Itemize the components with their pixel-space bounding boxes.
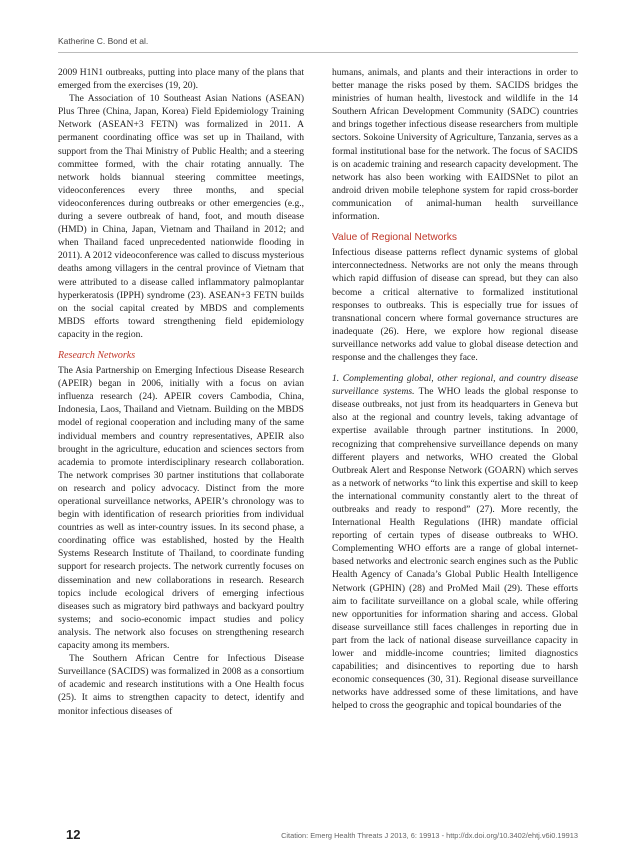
section-heading-research-networks: Research Networks xyxy=(58,349,136,361)
paragraph: The Association of 10 Southeast Asian Nations (ASEAN) Plus Three (China, Japan, Korea) Field Epidemiology Training Network (ASEAN+3 FETN) was formalized in 2011. A permanent coordinating office was set up in Thailand, with support from the Thai Ministry of Public Health; and a steering committee formed, with the chair rotating annually. The network holds biannual steering committee meetings, videoconferences every three months, and special videoconferences during outbreaks or other emergencies (e.g., during a severe outbreak of hand, foot, and mouth disease (HMD) in China, Japan, Vietnam and Thailand in 2012; and when Thailand faced unprecedented nationwide flooding in 2011). A 2012 videoconference was called to discuss mysterious deaths among villagers in the central province of Vietnam that were attributed to a disease called inflammatory palmoplantar hyperkeratosis (IPPH) syndrome (23). ASEAN+3 FETN builds on the social capital created by MBDS and complements MBDS efforts toward strengthening field epidemiology capacity in the region. xyxy=(58,93,304,340)
right-column xyxy=(332,66,578,713)
paragraph: humans, animals, and plants and their interactions in order to better manage the risks posed by them. SACIDS bridges the ministries of human health, livestock and wildlife in the 14 Southern African Development Community (SADC) countries and brings together infectious disease researchers from multiple sectors. Sokoine University of Agriculture, Tanzania, serves as a formal institutional base for the network. The focus of SACIDS is on academic training and research capacity development. The network has also been working with EAIDSNet to pilot an android driven mobile telephone system for rapid cross-border communication of animal-human health surveillance information. xyxy=(332,67,578,223)
paragraph-text: The WHO leads the global response to disease outbreaks, not just from its headquarters in Geneva but also at the regional and country levels, taking advantage of expertise available through partner institutions. In 2000, recognizing that comprehensive surveillance depends on many different players and networks, WHO created the Global Outbreak Alert and Response Network (GOARN) which serves as a network of networks “to link this expertise and skill to keep the international community constantly alert to the threat of outbreaks and ready to respond” (27). More recently, the International Health Regulations (IHR) mandate official reporting of certain types of disease outbreaks to WHO. Complementing WHO efforts are a range of global internet-based networks and electronic search engines such as the Public Health Agency of Canada’s Global Public Health Intelligence Network (GPHIN) (28) and ProMed Mail (29). These efforts aim to facilitate surveillance on a global scale, while offering new opportunities for information sharing and access. Global disease surveillance still faces challenges in reporting due in part from the lack of national disease surveillance capacity in lower and middle-income countries; limited diagnostics capabilities; and disincentives to reporting due to harsh economic consequences (30, 31). Regional disease surveillance networks have addressed some of these limitations, and have helped to cross the geographic and topical boundaries of the xyxy=(332,386,578,712)
paragraph: The Asia Partnership on Emerging Infectious Disease Research (APEIR) began in 2006, initially with a focus on avian influenza research (24). APEIR covers Cambodia, China, Indonesia, Laos, Thailand and Vietnam. Building on the MBDS model of regional cooperation and including many of the same individual members and country representatives, APEIR also brought in the agriculture, education and sciences sectors from academia to promote interdisciplinary research collaboration. The network comprises 30 partner institutions that collaborate on research and policy advocacy. Distinct from the more operational surveillance networks, APEIR’s chronology was to begin with identification of research priorities from individual countries as well as inter-country issues. In its second phase, a coordinating office was established, hosted by the Health Systems Research Institute of Thailand, to coordinate funding support for research projects. The network currently focuses on dissemination and new collaborations in research. Research topics include ecological drivers of emerging infectious diseases such as migratory bird pathways and backyard poultry systems; and socio-economic impact studies and policy analysis. The network also focuses on strengthening research capacity among its members. xyxy=(58,365,304,652)
left-column xyxy=(58,66,304,718)
paragraph: The Southern African Centre for Infectious Disease Surveillance (SACIDS) was formalized in 2008 as a consortium of academic and research institutions with a One Health focus (25). It aims to strengthen capacity to detect, identify and monitor infectious diseases of xyxy=(58,653,304,717)
page-number: 12 xyxy=(66,827,81,842)
section-heading-value-of-regional-networks: Value of Regional Networks xyxy=(332,232,457,244)
header-divider xyxy=(58,52,578,53)
paragraph: Infectious disease patterns reflect dynamic systems of global interconnectedness. Networks are not only the means through which rapid diffusion of disease can spread, but they can also become a critical alternative to formalized institutional responses to outbreaks. This is especially true for issues of transnational concern where formal governance structures are inadequate (26). Here, we explore how regional disease surveillance networks add value to global disease detection and response and the challenges they face. xyxy=(332,247,578,363)
paragraph-with-subheading xyxy=(332,372,578,712)
running-head: Katherine C. Bond et al. xyxy=(58,36,149,46)
citation-footer: Citation: Emerg Health Threats J 2013, 6: 19913 - http://dx.doi.org/10.3402/ehtj.v6i0.19913 xyxy=(281,831,578,840)
subheading-complementing: 1. Complementing global, other regional, and country disease surveillance systems. xyxy=(332,373,578,398)
paragraph: 2009 H1N1 outbreaks, putting into place many of the plans that emerged from the exercises (19, 20). xyxy=(58,67,304,92)
